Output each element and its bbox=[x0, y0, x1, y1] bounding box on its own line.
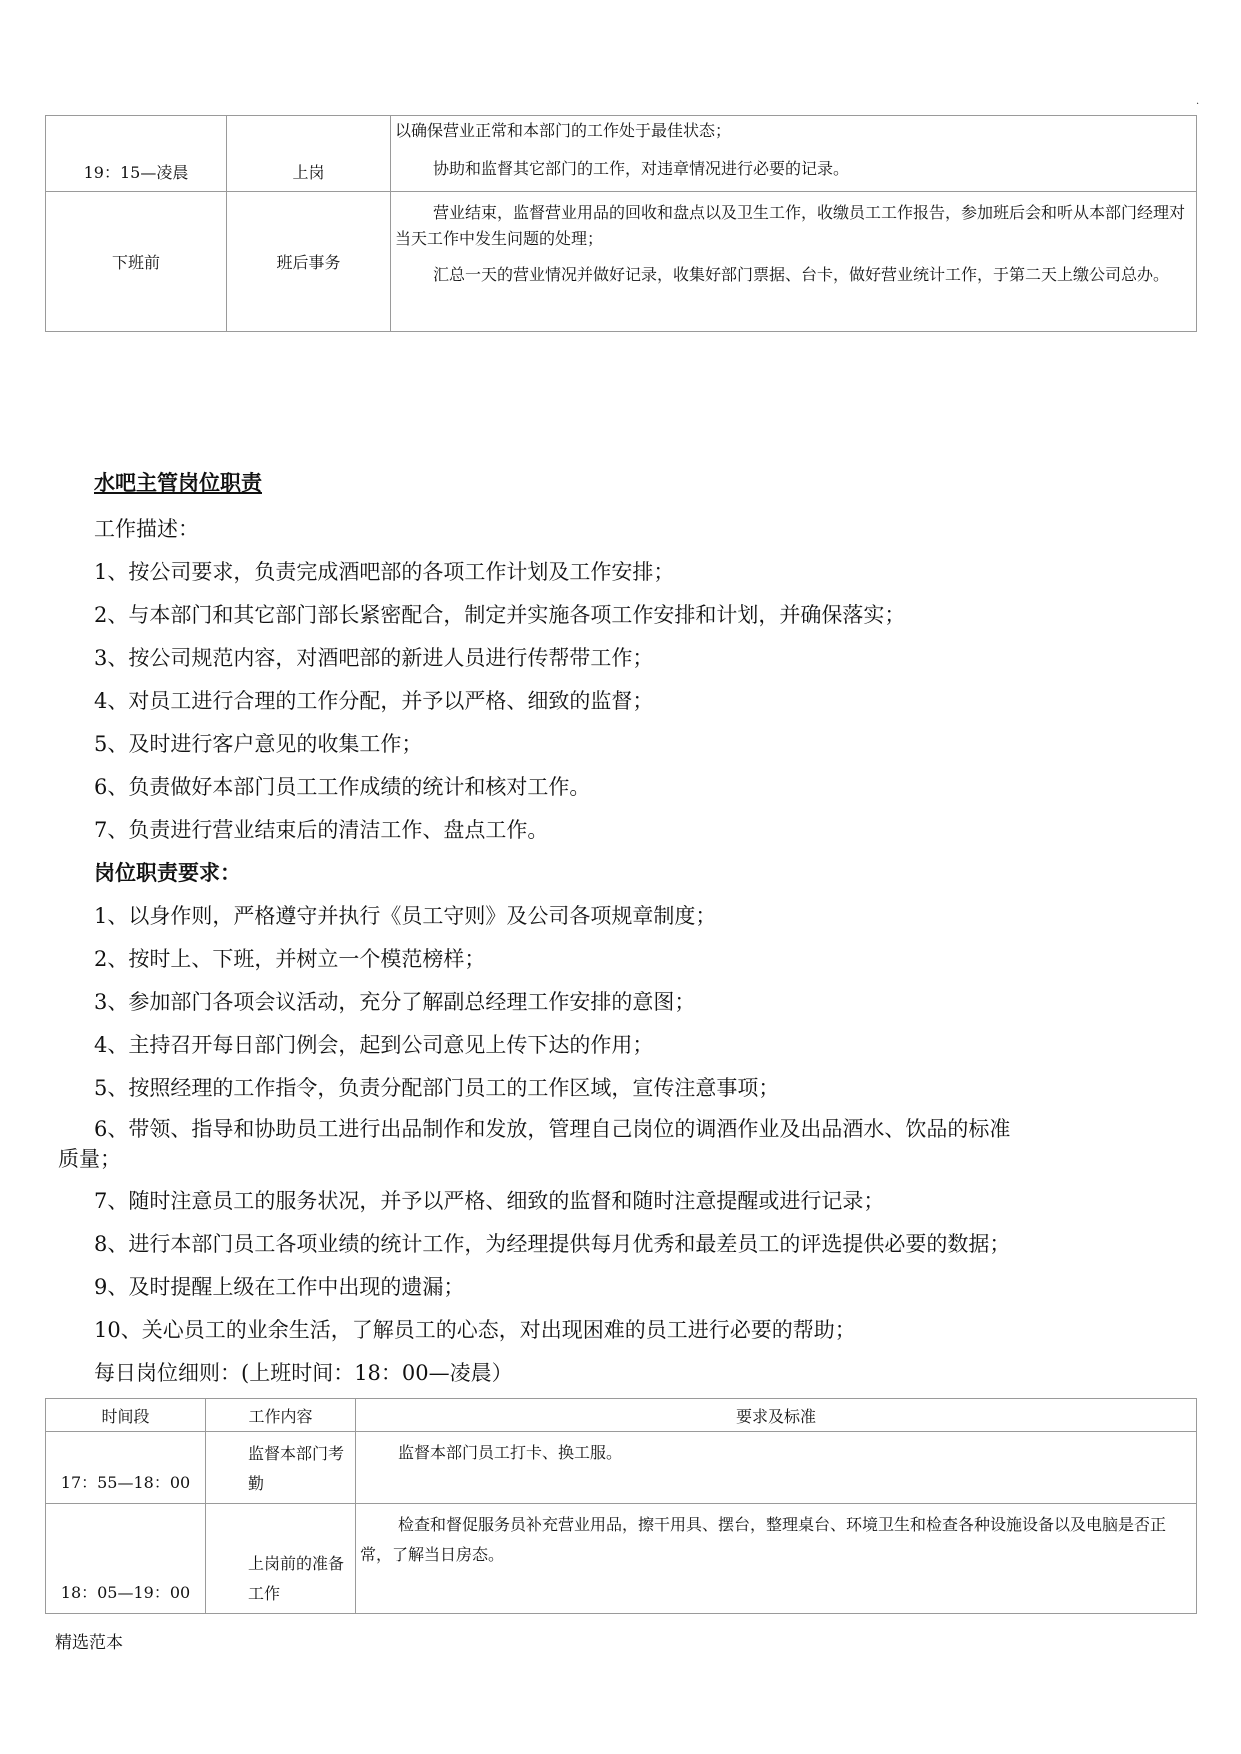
daily-schedule-table bbox=[45, 1398, 1197, 1614]
requirement-line: 汇总一天的营业情况并做好记录，收集好部门票据、台卡，做好营业统计工作，于第二天上缴公司总办。 bbox=[433, 265, 1170, 284]
list-item: 4、主持召开每日部门例会，起到公司意见上传下达的作用； bbox=[94, 1033, 654, 1057]
content-cell: 监督本部门考勤 bbox=[206, 1432, 356, 1504]
list-item: 2、按时上、下班，并树立一个模范榜样； bbox=[94, 947, 486, 971]
list-item-continuation: 质量； bbox=[58, 1147, 121, 1171]
page-marker: . bbox=[1196, 96, 1200, 107]
table-row bbox=[46, 116, 1197, 192]
requirement-text: 监督本部门员工打卡、换工服。 bbox=[398, 1443, 623, 1462]
column-header: 时间段 bbox=[46, 1399, 206, 1432]
list-item: 5、按照经理的工作指令，负责分配部门员工的工作区域，宣传注意事项； bbox=[94, 1076, 780, 1100]
list-item: 3、按公司规范内容，对酒吧部的新进人员进行传帮带工作； bbox=[94, 646, 654, 670]
list-item: 8、进行本部门员工各项业绩的统计工作，为经理提供每月优秀和最差员工的评选提供必要的数据； bbox=[94, 1232, 1011, 1256]
job-description-section bbox=[58, 468, 1204, 1395]
list-item: 1、以身作则，严格遵守并执行《员工守则》及公司各项规章制度； bbox=[94, 904, 717, 928]
schedule-label: 每日岗位细则：(上班时间：18：00—凌晨） bbox=[94, 1361, 513, 1385]
list-item: 5、及时进行客户意见的收集工作； bbox=[94, 732, 423, 756]
list-item: 4、对员工进行合理的工作分配，并予以严格、细致的监督； bbox=[94, 689, 654, 713]
list-item: 7、负责进行营业结束后的清洁工作、盘点工作。 bbox=[94, 818, 549, 842]
column-header: 要求及标准 bbox=[356, 1399, 1197, 1432]
schedule-table-continued bbox=[45, 115, 1197, 332]
content-cell: 上岗前的准备工作 bbox=[206, 1504, 356, 1614]
requirements-label: 岗位职责要求： bbox=[94, 861, 241, 885]
list-item: 9、及时提醒上级在工作中出现的遗漏； bbox=[94, 1275, 465, 1299]
table-row bbox=[46, 1432, 1197, 1504]
list-item bbox=[58, 1114, 1204, 1174]
list-item: 10、关心员工的业余生活，了解员工的心态，对出现困难的员工进行必要的帮助； bbox=[94, 1318, 856, 1342]
requirement-cell bbox=[391, 192, 1197, 332]
time-cell: 下班前 bbox=[46, 192, 227, 332]
table-header-row bbox=[46, 1399, 1197, 1432]
list-item: 2、与本部门和其它部门部长紧密配合，制定并实施各项工作安排和计划，并确保落实； bbox=[94, 603, 906, 627]
footer-text: 精选范本 bbox=[55, 1633, 123, 1653]
requirement-line: 协助和监督其它部门的工作，对违章情况进行必要的记录。 bbox=[433, 159, 850, 178]
section-title: 水吧主管岗位职责 bbox=[94, 471, 262, 495]
list-item: 6、负责做好本部门员工工作成绩的统计和核对工作。 bbox=[94, 775, 591, 799]
requirement-line: 以确保营业正常和本部门的工作处于最佳状态； bbox=[395, 121, 732, 140]
time-cell: 19：15—凌晨 bbox=[46, 116, 227, 192]
requirement-cell bbox=[391, 116, 1197, 192]
list-item: 7、随时注意员工的服务状况，并予以严格、细致的监督和随时注意提醒或进行记录； bbox=[94, 1189, 885, 1213]
table-row bbox=[46, 192, 1197, 332]
content-cell: 上岗 bbox=[227, 116, 391, 192]
requirement-line: 营业结束，监督营业用品的回收和盘点以及卫生工作，收缴员工工作报告，参加班后会和听从本部门经理对当天工作中发生问题的处理； bbox=[395, 203, 1186, 248]
list-item: 1、按公司要求，负责完成酒吧部的各项工作计划及工作安排； bbox=[94, 560, 675, 584]
column-header: 工作内容 bbox=[206, 1399, 356, 1432]
requirement-text: 检查和督促服务员补充营业用品，擦干用具、摆台，整理桌台、环境卫生和检查各种设施设备以及电脑是否正常，了解当日房态。 bbox=[360, 1515, 1167, 1564]
time-cell: 18：05—19：00 bbox=[46, 1504, 206, 1614]
table-row bbox=[46, 1504, 1197, 1614]
list-item: 3、参加部门各项会议活动，充分了解副总经理工作安排的意图； bbox=[94, 990, 696, 1014]
list-item-first-line: 6、带领、指导和协助员工进行出品制作和发放，管理自己岗位的调酒作业及出品酒水、饮品的标准 bbox=[94, 1117, 1011, 1141]
requirement-cell bbox=[356, 1432, 1197, 1504]
requirement-cell bbox=[356, 1504, 1197, 1614]
desc-label: 工作描述： bbox=[94, 517, 199, 541]
time-cell: 17：55—18：00 bbox=[46, 1432, 206, 1504]
content-cell: 班后事务 bbox=[227, 192, 391, 332]
